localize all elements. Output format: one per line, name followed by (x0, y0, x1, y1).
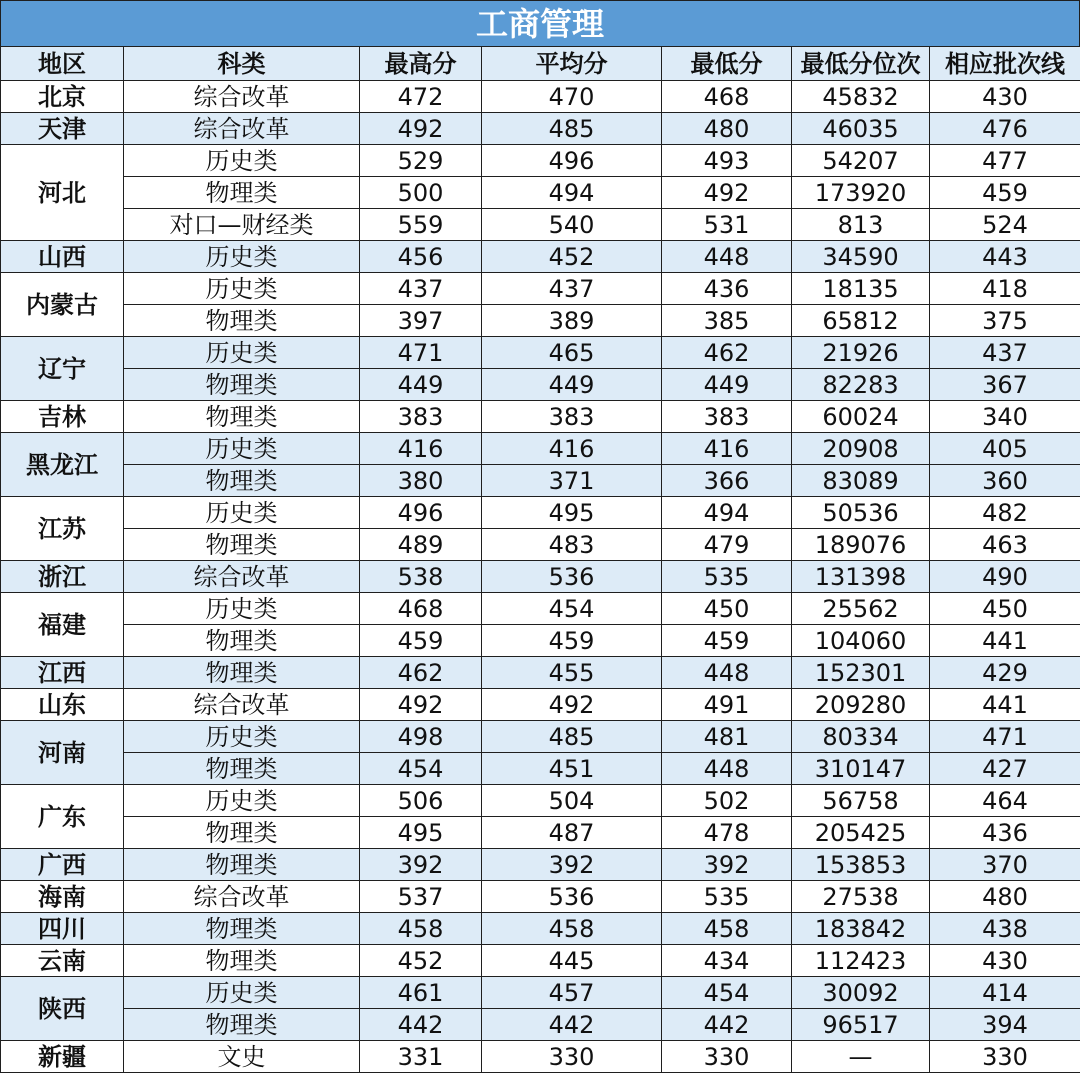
min-rank-cell: 209280 (792, 689, 930, 721)
region-cell: 江西 (1, 657, 124, 689)
min-cell: 535 (662, 561, 792, 593)
min-cell: 459 (662, 625, 792, 657)
table-row (1, 113, 1080, 145)
table-row (1, 241, 1080, 273)
min-rank-cell: 27538 (792, 881, 930, 913)
min-rank-cell: 20908 (792, 433, 930, 465)
min-rank-cell: 813 (792, 209, 930, 241)
avg-cell: 540 (482, 209, 662, 241)
table-row (1, 753, 1080, 785)
max-cell: 331 (360, 1041, 482, 1073)
category-cell: 综合改革 (124, 689, 360, 721)
category-cell: 物理类 (124, 753, 360, 785)
category-cell: 文史 (124, 1041, 360, 1073)
max-cell: 462 (360, 657, 482, 689)
max-cell: 472 (360, 81, 482, 113)
region-cell: 河北 (1, 145, 124, 241)
avg-cell: 483 (482, 529, 662, 561)
category-cell: 历史类 (124, 977, 360, 1009)
min-rank-cell: 82283 (792, 369, 930, 401)
max-cell: 538 (360, 561, 482, 593)
avg-cell: 371 (482, 465, 662, 497)
min-cell: 531 (662, 209, 792, 241)
region-cell: 广东 (1, 785, 124, 849)
region-cell: 山西 (1, 241, 124, 273)
max-cell: 454 (360, 753, 482, 785)
header-cell-category: 科类 (124, 47, 360, 81)
batch-line-cell: 360 (930, 465, 1080, 497)
max-cell: 416 (360, 433, 482, 465)
min-cell: 392 (662, 849, 792, 881)
category-cell: 历史类 (124, 145, 360, 177)
avg-cell: 445 (482, 945, 662, 977)
region-cell: 云南 (1, 945, 124, 977)
table-row (1, 785, 1080, 817)
min-cell: 454 (662, 977, 792, 1009)
avg-cell: 452 (482, 241, 662, 273)
min-cell: 383 (662, 401, 792, 433)
table-row (1, 369, 1080, 401)
region-cell: 天津 (1, 113, 124, 145)
category-cell: 物理类 (124, 945, 360, 977)
min-rank-cell: 46035 (792, 113, 930, 145)
table-header-row (1, 47, 1080, 81)
max-cell: 456 (360, 241, 482, 273)
min-cell: 479 (662, 529, 792, 561)
avg-cell: 494 (482, 177, 662, 209)
min-rank-cell: 25562 (792, 593, 930, 625)
table-row (1, 1009, 1080, 1041)
table-row (1, 945, 1080, 977)
min-rank-cell: 183842 (792, 913, 930, 945)
avg-cell: 437 (482, 273, 662, 305)
category-cell: 历史类 (124, 433, 360, 465)
max-cell: 458 (360, 913, 482, 945)
batch-line-cell: 438 (930, 913, 1080, 945)
category-cell: 物理类 (124, 529, 360, 561)
table-row (1, 913, 1080, 945)
table-row (1, 721, 1080, 753)
avg-cell: 485 (482, 113, 662, 145)
category-cell: 物理类 (124, 817, 360, 849)
batch-line-cell: 441 (930, 689, 1080, 721)
min-cell: 442 (662, 1009, 792, 1041)
category-cell: 物理类 (124, 401, 360, 433)
min-cell: 502 (662, 785, 792, 817)
batch-line-cell: 430 (930, 945, 1080, 977)
min-cell: 492 (662, 177, 792, 209)
min-cell: 478 (662, 817, 792, 849)
max-cell: 492 (360, 113, 482, 145)
region-cell: 江苏 (1, 497, 124, 561)
table-row (1, 465, 1080, 497)
min-cell: 330 (662, 1041, 792, 1073)
max-cell: 452 (360, 945, 482, 977)
table-row (1, 305, 1080, 337)
min-rank-cell: 173920 (792, 177, 930, 209)
category-cell: 物理类 (124, 1009, 360, 1041)
avg-cell: 383 (482, 401, 662, 433)
min-rank-cell: 30092 (792, 977, 930, 1009)
avg-cell: 455 (482, 657, 662, 689)
category-cell: 物理类 (124, 657, 360, 689)
batch-line-cell: 482 (930, 497, 1080, 529)
min-cell: 493 (662, 145, 792, 177)
batch-line-cell: 330 (930, 1041, 1080, 1073)
category-cell: 历史类 (124, 785, 360, 817)
category-cell: 历史类 (124, 593, 360, 625)
category-cell: 物理类 (124, 913, 360, 945)
max-cell: 498 (360, 721, 482, 753)
batch-line-cell: 367 (930, 369, 1080, 401)
batch-line-cell: 340 (930, 401, 1080, 433)
table-row (1, 529, 1080, 561)
table-row (1, 145, 1080, 177)
avg-cell: 330 (482, 1041, 662, 1073)
score-table (0, 46, 1080, 1073)
min-rank-cell: 83089 (792, 465, 930, 497)
min-rank-cell: 54207 (792, 145, 930, 177)
min-rank-cell: 21926 (792, 337, 930, 369)
table-row (1, 1041, 1080, 1073)
batch-line-cell: 441 (930, 625, 1080, 657)
min-cell: 448 (662, 241, 792, 273)
avg-cell: 392 (482, 849, 662, 881)
avg-cell: 416 (482, 433, 662, 465)
table-row (1, 593, 1080, 625)
min-cell: 450 (662, 593, 792, 625)
max-cell: 500 (360, 177, 482, 209)
batch-line-cell: 450 (930, 593, 1080, 625)
batch-line-cell: 480 (930, 881, 1080, 913)
header-cell-min-rank: 最低分位次 (792, 47, 930, 81)
batch-line-cell: 437 (930, 337, 1080, 369)
max-cell: 383 (360, 401, 482, 433)
max-cell: 537 (360, 881, 482, 913)
min-rank-cell: — (792, 1041, 930, 1073)
max-cell: 437 (360, 273, 482, 305)
max-cell: 397 (360, 305, 482, 337)
header-cell-max: 最高分 (360, 47, 482, 81)
avg-cell: 470 (482, 81, 662, 113)
batch-line-cell: 490 (930, 561, 1080, 593)
table-row (1, 177, 1080, 209)
batch-line-cell: 375 (930, 305, 1080, 337)
region-cell: 北京 (1, 81, 124, 113)
region-cell: 黑龙江 (1, 433, 124, 497)
table-body (1, 81, 1080, 1073)
region-cell: 福建 (1, 593, 124, 657)
region-cell: 河南 (1, 721, 124, 785)
batch-line-cell: 476 (930, 113, 1080, 145)
table-row (1, 977, 1080, 1009)
max-cell: 529 (360, 145, 482, 177)
min-rank-cell: 80334 (792, 721, 930, 753)
max-cell: 559 (360, 209, 482, 241)
min-rank-cell: 205425 (792, 817, 930, 849)
category-cell: 历史类 (124, 241, 360, 273)
min-rank-cell: 104060 (792, 625, 930, 657)
avg-cell: 495 (482, 497, 662, 529)
min-rank-cell: 45832 (792, 81, 930, 113)
table-row (1, 817, 1080, 849)
table-row (1, 497, 1080, 529)
table-row (1, 689, 1080, 721)
max-cell: 461 (360, 977, 482, 1009)
category-cell: 物理类 (124, 369, 360, 401)
avg-cell: 487 (482, 817, 662, 849)
region-cell: 浙江 (1, 561, 124, 593)
max-cell: 392 (360, 849, 482, 881)
min-cell: 366 (662, 465, 792, 497)
batch-line-cell: 471 (930, 721, 1080, 753)
min-cell: 436 (662, 273, 792, 305)
min-rank-cell: 50536 (792, 497, 930, 529)
category-cell: 历史类 (124, 721, 360, 753)
region-cell: 海南 (1, 881, 124, 913)
max-cell: 380 (360, 465, 482, 497)
table-row (1, 209, 1080, 241)
avg-cell: 442 (482, 1009, 662, 1041)
avg-cell: 389 (482, 305, 662, 337)
header-cell-batch-line: 相应批次线 (930, 47, 1080, 81)
batch-line-cell: 405 (930, 433, 1080, 465)
batch-line-cell: 477 (930, 145, 1080, 177)
min-rank-cell: 96517 (792, 1009, 930, 1041)
header-cell-region: 地区 (1, 47, 124, 81)
region-cell: 辽宁 (1, 337, 124, 401)
min-cell: 448 (662, 753, 792, 785)
avg-cell: 454 (482, 593, 662, 625)
region-cell: 吉林 (1, 401, 124, 433)
table-row (1, 401, 1080, 433)
batch-line-cell: 464 (930, 785, 1080, 817)
category-cell: 综合改革 (124, 881, 360, 913)
category-cell: 综合改革 (124, 561, 360, 593)
region-cell: 四川 (1, 913, 124, 945)
min-cell: 481 (662, 721, 792, 753)
min-cell: 416 (662, 433, 792, 465)
batch-line-cell: 459 (930, 177, 1080, 209)
max-cell: 489 (360, 529, 482, 561)
min-cell: 458 (662, 913, 792, 945)
max-cell: 495 (360, 817, 482, 849)
batch-line-cell: 443 (930, 241, 1080, 273)
min-cell: 462 (662, 337, 792, 369)
avg-cell: 536 (482, 561, 662, 593)
avg-cell: 536 (482, 881, 662, 913)
category-cell: 历史类 (124, 273, 360, 305)
avg-cell: 459 (482, 625, 662, 657)
table-row (1, 849, 1080, 881)
table-row (1, 433, 1080, 465)
min-cell: 385 (662, 305, 792, 337)
max-cell: 449 (360, 369, 482, 401)
batch-line-cell: 414 (930, 977, 1080, 1009)
table-row (1, 657, 1080, 689)
batch-line-cell: 463 (930, 529, 1080, 561)
batch-line-cell: 430 (930, 81, 1080, 113)
region-cell: 内蒙古 (1, 273, 124, 337)
table-row (1, 273, 1080, 305)
category-cell: 物理类 (124, 849, 360, 881)
batch-line-cell: 524 (930, 209, 1080, 241)
min-rank-cell: 112423 (792, 945, 930, 977)
avg-cell: 458 (482, 913, 662, 945)
min-cell: 468 (662, 81, 792, 113)
table-row (1, 337, 1080, 369)
category-cell: 物理类 (124, 305, 360, 337)
max-cell: 506 (360, 785, 482, 817)
batch-line-cell: 427 (930, 753, 1080, 785)
region-cell: 新疆 (1, 1041, 124, 1073)
region-cell: 陕西 (1, 977, 124, 1041)
max-cell: 442 (360, 1009, 482, 1041)
min-rank-cell: 34590 (792, 241, 930, 273)
min-rank-cell: 310147 (792, 753, 930, 785)
min-cell: 434 (662, 945, 792, 977)
batch-line-cell: 418 (930, 273, 1080, 305)
header-cell-avg: 平均分 (482, 47, 662, 81)
region-cell: 山东 (1, 689, 124, 721)
avg-cell: 465 (482, 337, 662, 369)
table-row (1, 625, 1080, 657)
table-row (1, 881, 1080, 913)
category-cell: 物理类 (124, 465, 360, 497)
min-rank-cell: 152301 (792, 657, 930, 689)
min-rank-cell: 60024 (792, 401, 930, 433)
min-cell: 491 (662, 689, 792, 721)
page-title: 工商管理 (0, 0, 1080, 46)
avg-cell: 496 (482, 145, 662, 177)
header-cell-min: 最低分 (662, 47, 792, 81)
avg-cell: 485 (482, 721, 662, 753)
batch-line-cell: 436 (930, 817, 1080, 849)
min-rank-cell: 153853 (792, 849, 930, 881)
region-cell: 广西 (1, 849, 124, 881)
avg-cell: 449 (482, 369, 662, 401)
category-cell: 历史类 (124, 337, 360, 369)
min-cell: 449 (662, 369, 792, 401)
category-cell: 对口—财经类 (124, 209, 360, 241)
max-cell: 471 (360, 337, 482, 369)
max-cell: 492 (360, 689, 482, 721)
max-cell: 459 (360, 625, 482, 657)
min-rank-cell: 189076 (792, 529, 930, 561)
table-row (1, 561, 1080, 593)
batch-line-cell: 429 (930, 657, 1080, 689)
batch-line-cell: 394 (930, 1009, 1080, 1041)
min-cell: 448 (662, 657, 792, 689)
category-cell: 物理类 (124, 625, 360, 657)
category-cell: 综合改革 (124, 81, 360, 113)
category-cell: 综合改革 (124, 113, 360, 145)
batch-line-cell: 370 (930, 849, 1080, 881)
min-rank-cell: 65812 (792, 305, 930, 337)
avg-cell: 451 (482, 753, 662, 785)
max-cell: 468 (360, 593, 482, 625)
min-cell: 480 (662, 113, 792, 145)
min-cell: 535 (662, 881, 792, 913)
avg-cell: 492 (482, 689, 662, 721)
table-row (1, 81, 1080, 113)
min-rank-cell: 56758 (792, 785, 930, 817)
category-cell: 历史类 (124, 497, 360, 529)
category-cell: 物理类 (124, 177, 360, 209)
avg-cell: 504 (482, 785, 662, 817)
max-cell: 496 (360, 497, 482, 529)
min-cell: 494 (662, 497, 792, 529)
avg-cell: 457 (482, 977, 662, 1009)
min-rank-cell: 131398 (792, 561, 930, 593)
min-rank-cell: 18135 (792, 273, 930, 305)
